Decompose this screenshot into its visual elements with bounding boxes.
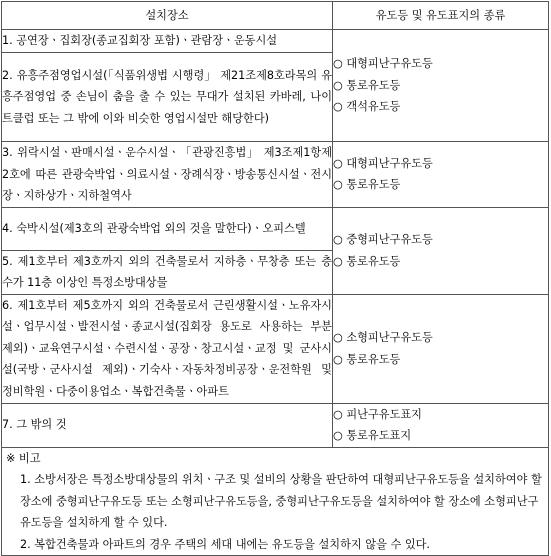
type-item: ○ 통로유도등: [333, 352, 401, 366]
type-item: ○ 대형피난구유도등: [333, 156, 433, 170]
place-cell: 7. 그 밖의 것: [2, 403, 333, 447]
types-cell: [333, 294, 549, 403]
header-installation-place: 설치장소: [2, 2, 333, 30]
table-header-row: [2, 2, 549, 30]
note-item: 1. 소방서장은 특정소방대상물의 위치ㆍ구조 및 설비의 상황을 판단하여 대형피난구유도등을 설치하여야 할 장소에 중형피난구유도등 또는 소형피난구유도등을, 중형피난구유도등을 설치하여야 할 장소에 소형피난구유도등을 설치하게 할 수 있다.: [20, 473, 542, 529]
types-cell: [333, 142, 549, 208]
types-cell: [333, 403, 549, 447]
table-row: [2, 294, 549, 403]
type-item: ○ 통로유도표지: [333, 429, 412, 442]
table-row: [2, 30, 549, 53]
table-row: [2, 403, 549, 447]
place-cell: 1. 공연장ㆍ집회장(종교집회장 포함)ㆍ관람장ㆍ운동시설: [2, 30, 333, 53]
place-cell: 2. 유흥주점영업시설(「식품위생법 시행령」 제21조제8호라목의 유흥주점영업 중 손님이 춤을 출 수 있는 무대가 설치된 카바레, 나이트클럽 또는 그 밖에 이와 비슷한 영업시설만 해당한다): [2, 53, 333, 142]
guide-light-table: [1, 1, 549, 556]
type-item: ○ 소형피난구유도등: [333, 331, 433, 344]
type-item: ○ 통로유도등: [333, 254, 401, 268]
type-item: ○ 통로유도등: [333, 78, 401, 92]
header-guide-light-types: 유도등 및 유도표지의 종류: [333, 2, 549, 30]
notes-title: ※ 비고: [6, 451, 41, 465]
place-cell: 5. 제1호부터 제3호까지 외의 건축물로서 지하층ㆍ무창층 또는 층수가 11층 이상인 특정소방대상물: [2, 250, 333, 294]
types-cell: [333, 207, 549, 294]
place-cell: 4. 숙박시설(제3호의 관광숙박업 외의 것을 말한다)ㆍ오피스텔: [2, 207, 333, 250]
type-item: ○ 통로유도등: [333, 178, 401, 192]
notes-row: [2, 447, 549, 556]
place-cell: 3. 위락시설ㆍ판매시설ㆍ운수시설ㆍ「관광진흥법」 제3조제1항제2호에 따른 관광숙박업ㆍ의료시설ㆍ장례식장ㆍ방송통신시설ㆍ전시장ㆍ지하상가ㆍ지하철역사: [2, 142, 333, 208]
note-item: 2. 복합건축물과 아파트의 경우 주택의 세대 내에는 유도등을 설치하지 않을 수 있다.: [20, 537, 430, 551]
type-item: ○ 대형피난구유도등: [333, 57, 433, 71]
type-item: ○ 중형피난구유도등: [333, 233, 433, 246]
place-cell: 6. 제1호부터 제5호까지 외의 건축물로서 근린생활시설ㆍ노유자시설ㆍ업무시설ㆍ발전시설ㆍ종교시설(집회장 용도로 사용하는 부분 제외)ㆍ교육연구시설ㆍ수련시설ㆍ공장ㆍ창고시설ㆍ교정 및 군사시설(국방ㆍ군사시설 제외)ㆍ기숙사ㆍ자동차정비공장ㆍ운전학원 및 정비학원ㆍ다중이용업소ㆍ복합건축물ㆍ아파트: [2, 294, 333, 403]
table-row: [2, 207, 549, 250]
type-item: ○ 객석유도등: [333, 100, 401, 114]
types-cell: [333, 30, 549, 142]
notes-cell: [2, 447, 549, 556]
table-row: [2, 142, 549, 208]
type-item: ○ 피난구유도표지: [333, 407, 422, 421]
